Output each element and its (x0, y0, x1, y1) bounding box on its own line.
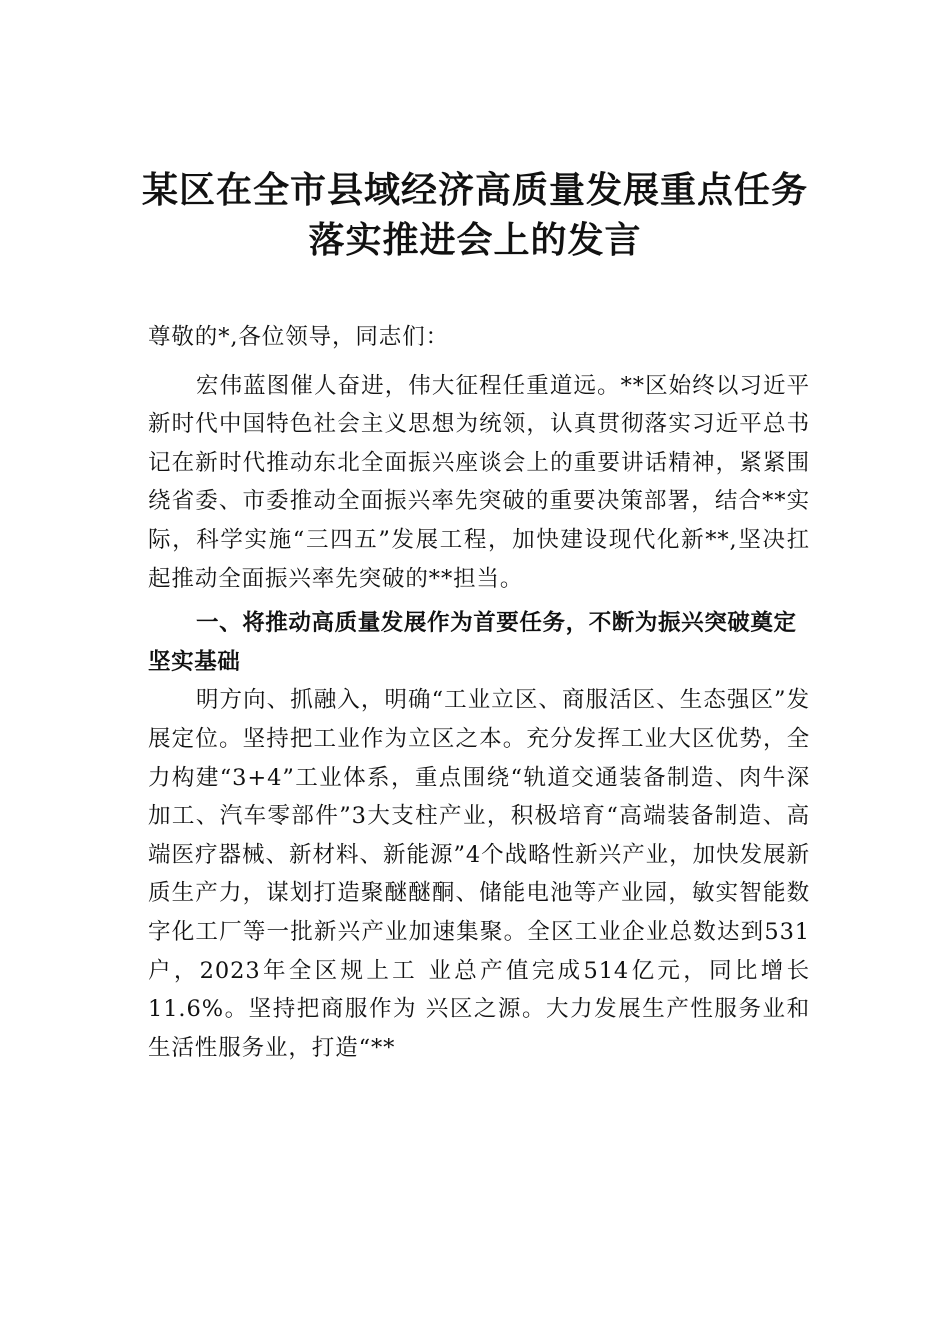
salutation: 尊敬的*,各位领导，同志们： (148, 324, 450, 350)
section-heading-1: 一、将推动高质量发展作为首要任务，不断为振兴突破奠定坚实基础 (148, 610, 797, 675)
title-line-1: 某区在全市县域经济高质量发展重点任务 (141, 170, 808, 211)
section-1-paragraph: 明方向、抓融入，明确“工业立区、商服活区、生态强区”发展定位。坚持把工业作为立区之本。充分发挥工业大区优势，全力构建“3+4”工业体系，重点围绕“轨道交通装备制造、肉牛深加工、汽车零部件”3大支柱产业，积极培育“高端装备制造、高端医疗器械、新材料、新能源”4个战略性新兴产业，加快发展新质生产力，谋划打造聚醚醚酮、储能电池等产业园，敏实智能数字化工厂等一批新兴产业加速集聚。全区工业企业总数达到531户，2023年全区规上工 业总产值完成514亿元，同比增长11.6%。坚持把商服作为 兴区之源。大力发展生产性服务业和生活性服务业，打造“** (148, 687, 810, 1061)
title-line-2: 落实推进会上的发言 (308, 220, 642, 261)
intro-paragraph: 宏伟蓝图催人奋进，伟大征程任重道远。**区始终以习近平新时代中国特色社会主义思想为统领，认真贯彻落实习近平总书记在新时代推动东北全面振兴座谈会上的重要讲话精神，紧紧围绕省委、市委推动全面振兴率先突破的重要决策部署，结合**实际，科学实施“三四五”发展工程，加快建设现代化新**,坚决扛起推动全面振兴率先突破的**担当。 (148, 372, 810, 592)
document-title (0, 166, 950, 266)
document-body (148, 318, 810, 1067)
